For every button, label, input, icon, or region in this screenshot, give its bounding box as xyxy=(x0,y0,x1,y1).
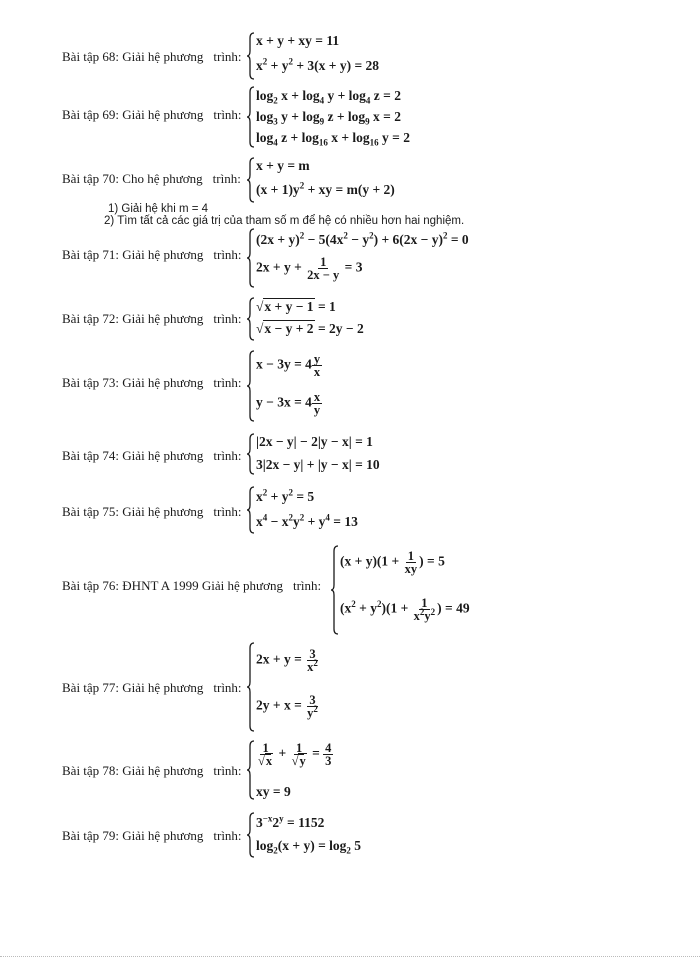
brace-icon xyxy=(247,32,255,80)
brace-icon xyxy=(247,740,255,800)
equation: $(x^2 + y^2)(1$ + $\frac{1}{x^2y^2}$ ) = 49 xyxy=(340,596,470,623)
equation-system xyxy=(331,545,501,637)
equation: $\log_2(x + y) = \log_2 5$ xyxy=(256,838,362,856)
exercise-label: Bài tập 74: Giải hệ phương trình: xyxy=(62,448,242,463)
equation: xy = 9 xyxy=(256,784,291,799)
exercise-label: Bài tập 78: Giải hệ phương trình: xyxy=(62,763,242,778)
equation: y − 3x = 4 $\frac{x}{y}$ xyxy=(256,390,321,417)
equation-system xyxy=(247,86,427,150)
equation: √x + y − 1 = 1 xyxy=(256,299,336,314)
equation: $(2x + y)^2 - 5(4x^2 - y^2) + 6(2x - y)^2 = 0$ xyxy=(256,230,469,247)
brace-icon xyxy=(247,297,255,341)
equation: 3|2x − y| + |y − x| = 10 xyxy=(256,457,380,472)
exercise-label: Bài tập 71: Giải hệ phương trình: xyxy=(62,247,242,262)
equation: (x + y)(1 + $\frac{1}{xy}$ ) = 5 xyxy=(340,549,445,576)
brace-icon xyxy=(247,228,255,288)
equation: $\log_3 y + \log_9 z + \log_9 x = 2$ xyxy=(256,109,401,127)
equation: $\log_2 x + \log_4 y + \log_4 z = 2$ xyxy=(256,88,401,106)
equation-system xyxy=(247,228,477,290)
exercise-label: Bài tập 68: Giải hệ phương trình: xyxy=(62,49,242,64)
brace-icon xyxy=(247,486,255,534)
equation-system xyxy=(247,32,407,82)
equation-system xyxy=(247,812,407,860)
equation: x + y + xy = 11 xyxy=(256,33,340,48)
brace-icon xyxy=(247,812,255,858)
equation: $\frac{1}{√x}$ + $\frac{1}{√y}$ = $\frac{4}{3}$ xyxy=(258,741,332,768)
equation: $(x + 1)y^2$ + xy = m(y + 2) xyxy=(256,180,395,197)
equation-system xyxy=(247,157,407,205)
equation-system xyxy=(247,740,367,802)
note-line: 1) Giải hệ khi m = 4 xyxy=(108,203,209,215)
equation: 2x + y + $\frac{1}{2x - y}$ = 3 xyxy=(256,255,363,282)
page-divider xyxy=(0,956,700,957)
exercise-label: Bài tập 70: Cho hệ phương trình: xyxy=(62,171,241,186)
brace-icon xyxy=(247,157,255,203)
note-line: 2) Tìm tất cả các giá trị của tham số m để hệ có nhiều hơn hai nghiệm. xyxy=(104,215,465,227)
brace-icon xyxy=(247,86,255,148)
exercise-label: Bài tập 79: Giải hệ phương trình: xyxy=(62,828,242,843)
equation-system xyxy=(247,297,407,343)
equation: √x − y + 2 = 2y − 2 xyxy=(256,321,364,336)
equation: 2x + y = $\frac{3}{x^2}$ xyxy=(256,647,318,674)
equation: $x^2 + y^2 = 5$ xyxy=(256,487,315,504)
equation-system xyxy=(247,486,407,536)
brace-icon xyxy=(331,545,339,635)
equation: x − 3y = 4 $\frac{y}{x}$ xyxy=(256,352,321,379)
exercise-label: Bài tập 75: Giải hệ phương trình: xyxy=(62,504,242,519)
equation-system xyxy=(247,350,367,425)
brace-icon xyxy=(247,350,255,422)
equation: $3^{-x}2^y = 1152$ xyxy=(256,813,325,830)
equation-system xyxy=(247,433,407,477)
equation-system xyxy=(247,642,367,734)
brace-icon xyxy=(247,642,255,732)
equation: 2y + x = $\frac{3}{y^2}$ xyxy=(256,693,318,720)
exercise-label: Bài tập 69: Giải hệ phương trình: xyxy=(62,107,242,122)
exercise-label: Bài tập 76: ĐHNT A 1999 Giải hệ phương trình: xyxy=(62,578,322,593)
equation: |2x − y| − 2|y − x| = 1 xyxy=(256,434,373,449)
equation: $x^2 + y^2 + 3(x + y) = 28$ xyxy=(256,56,380,73)
equation: $\log_4 z + \log_{16} x + \log_{16} y = 2$ xyxy=(256,130,410,148)
equation: $x^4 - x^2y^2 + y^4 = 13$ xyxy=(256,512,358,529)
exercise-label: Bài tập 72: Giải hệ phương trình: xyxy=(62,311,242,326)
equation: x + y = m xyxy=(256,158,310,173)
brace-icon xyxy=(247,433,255,475)
exercise-label: Bài tập 77: Giải hệ phương trình: xyxy=(62,680,242,695)
exercise-label: Bài tập 73: Giải hệ phương trình: xyxy=(62,375,242,390)
